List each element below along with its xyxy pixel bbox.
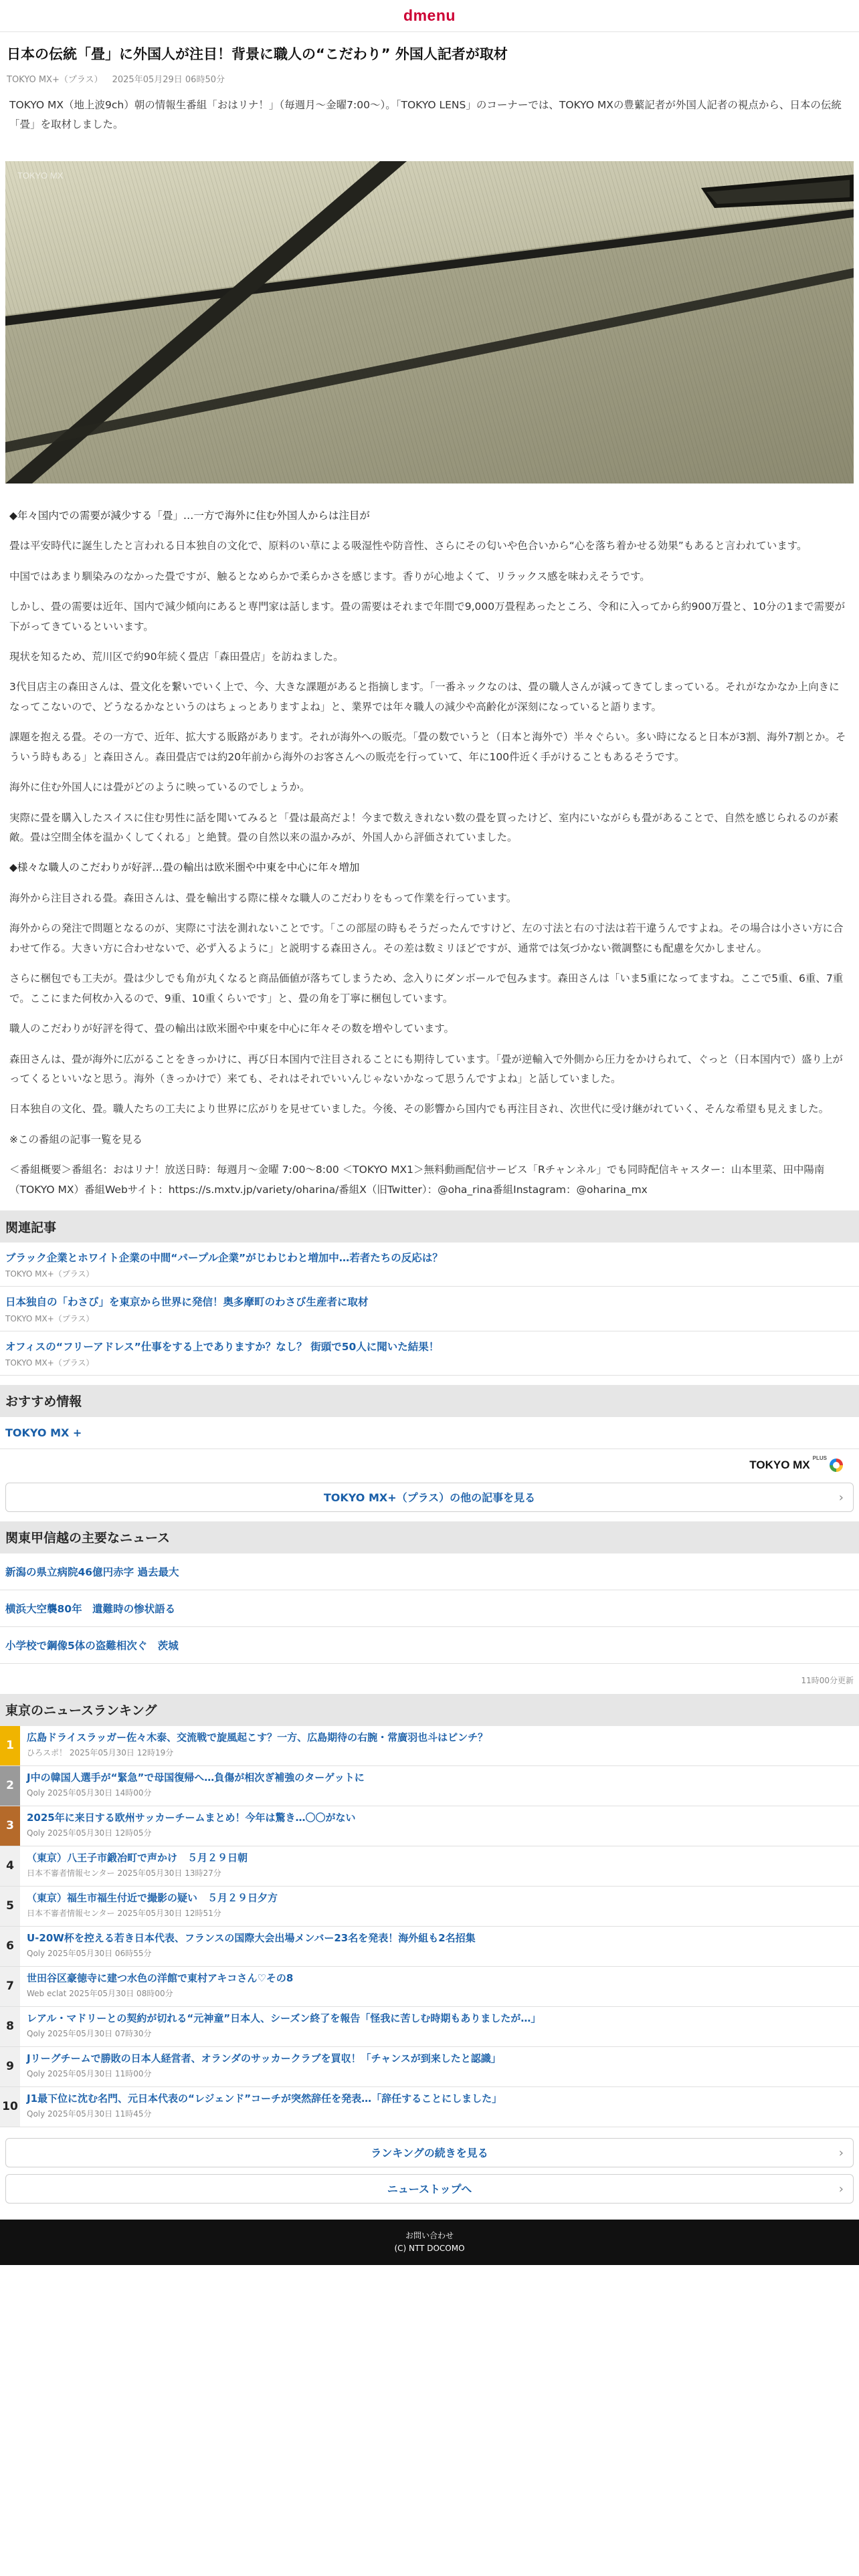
chevron-right-icon: › <box>838 1490 844 1505</box>
contact-link[interactable]: お問い合わせ <box>405 2230 454 2240</box>
article-paragraph: 海外に住む外国人には畳がどのように映っているのでしょうか。 <box>9 781 310 794</box>
tokyo-mx-ring-icon <box>830 1459 843 1472</box>
ranking-item-body <box>20 1726 493 1765</box>
kanto-news-link[interactable]: 新潟の県立病院46億円赤字 過去最大 <box>0 1553 859 1590</box>
ranking-item-title[interactable]: U-20W杯を控える若き日本代表、フランスの国際大会出場メンバー23名を発表！海外組も2名招集 <box>27 1931 476 1944</box>
copyright: (C) NTT DOCOMO <box>394 2243 465 2253</box>
program-list-link[interactable]: ※この番組の記事一覧を見る <box>9 1133 142 1146</box>
article-paragraph: 現状を知るため、荒川区で約90年続く畳店「森田畳店」を訪ねました。 <box>9 650 344 663</box>
related-article <box>0 1331 859 1376</box>
rank-number: 2 <box>0 1766 20 1806</box>
chevron-right-icon: › <box>838 2181 844 2196</box>
ranking-item-meta: Qoly 2025年05月30日 06時55分 <box>27 1948 152 1958</box>
article-paragraph: ＜番組概要＞番組名：おはリナ！放送日時：毎週月〜金曜 7:00〜8:00 ＜TOKYO MX1＞無料動画配信サービス「Rチャンネル」でも同時配信キャスター：山本里菜、田中陽南（TOKYO MX）番組Webサイト：https://s.mxtv.jp/variety/oharina/番組X（旧Twitter）：@oha_rina番組Instagram：@oharina_mx <box>9 1164 825 1196</box>
ranking-item-meta: 日本不審者情報センター 2025年05月30日 12時51分 <box>27 1908 221 1918</box>
tokyo-mx-logo <box>749 1455 843 1472</box>
tokyo-mx-logo-text: TOKYO MX <box>749 1458 810 1471</box>
ranking-item[interactable] <box>0 2007 859 2047</box>
rank-number: 3 <box>0 1806 20 1846</box>
kanto-news-link[interactable]: 小学校で鋼像5体の盗難相次ぐ 茨城 <box>0 1627 859 1664</box>
related-article <box>0 1287 859 1331</box>
article-header <box>0 32 859 134</box>
related-article-source: TOKYO MX+（プラス） <box>5 1269 94 1279</box>
ranking-item-title[interactable]: J1最下位に沈む名門、元日本代表の“レジェンド”コーチが突然辞任を発表…「辞任することにしました」 <box>27 2092 502 2105</box>
rank-number: 10 <box>0 2087 20 2127</box>
ranking-item-body <box>20 1846 253 1886</box>
ranking-item-title[interactable]: （東京）福生市福生付近で撮影の疑い ５月２９日夕方 <box>27 1891 278 1904</box>
rank-number: 6 <box>0 1927 20 1966</box>
ranking-item-meta: Qoly 2025年05月30日 07時30分 <box>27 2028 152 2038</box>
ranking-item[interactable] <box>0 1927 859 1967</box>
ranking-item-title[interactable]: Jリーグチームで勝敗の日本人経営者、オランダのサッカークラブを買収！「チャンスが到来したと認識」 <box>27 2052 501 2064</box>
ranking-item[interactable] <box>0 1726 859 1766</box>
tokyo-mx-logo-plus: PLUS <box>812 1455 827 1462</box>
article-paragraph: 実際に畳を購入したスイスに住む男性に話を聞いてみると「畳は最高だよ！今まで数えきれない数の畳を買ったけど、室内にいながらも畳があることで、自然を感じられるのが素敵。畳は空間全体を温かくしてくれる」と絶賛。畳の自然以来の温かみが、外国人から評価されていました。 <box>9 811 839 844</box>
related-article-link[interactable]: 日本独自の「わさび」を東京から世界に発信！奥多摩町のわさび生産者に取材 <box>5 1296 369 1309</box>
ranking-item-meta: ひろスポ！ 2025年05月30日 12時19分 <box>27 1747 174 1757</box>
more-articles-button[interactable] <box>5 1483 854 1512</box>
ranking-item-body <box>20 1806 361 1846</box>
article-paragraph: しかし、畳の需要は近年、国内で減少傾向にあると専門家は話します。畳の需要はそれまで年間で9,000万畳程あったところ、令和に入ってから約900万畳と、10分の1まで需要が下がってきているといいます。 <box>9 601 846 633</box>
related-list <box>0 1243 859 1376</box>
ranking-item-body <box>20 1927 481 1966</box>
ranking-item-title[interactable]: （東京）八王子市鍛冶町で声かけ ５月２９日朝 <box>27 1851 248 1864</box>
news-top-label: ニューストップへ <box>387 2183 472 2196</box>
article-paragraph: 海外からの発注で問題となるのが、実際に寸法を測れないことです。「この部屋の時もそうだったんですけど、左の寸法と右の寸法は若干違うんですよね。その場合は小さい方に合わせて作る。大きい方に合わせないで、必ず入るように」と説明する森田さん。その差は数ミリほどですが、通常では気づかない微調整にも配慮を欠かしません。 <box>9 922 844 954</box>
article-image <box>5 161 854 484</box>
tatami-photo <box>5 161 854 484</box>
ranking-item-body <box>20 1967 298 2006</box>
related-article <box>0 1243 859 1287</box>
related-article-link[interactable]: ブラック企業とホワイト企業の中間“パープル企業”がじわじわと増加中…若者たちの反応は？ <box>5 1252 443 1265</box>
more-articles-label: TOKYO MX+（プラス）の他の記事を見る <box>323 1491 536 1505</box>
article-meta <box>7 72 852 85</box>
ranking-item-body <box>20 2047 506 2086</box>
article-subheading: ◆様々な職人のこだわりが好評…畳の輸出は欧米圏や中東を中心に年々増加 <box>9 861 360 874</box>
ranking-item-title[interactable]: 広島ドライスラッガー佐々木泰、交流戦で旋風起こす？一方、広島期待の右腕・常廣羽也斗はピンチ？ <box>27 1731 488 1743</box>
ranking-item-title[interactable]: レアル・マドリーとの契約が切れる“元神童”日本人、シーズン終了を報告「怪我に苦しむ時期もありましたが…」 <box>27 2012 541 2024</box>
related-section-title: 関連記事 <box>0 1210 859 1243</box>
ranking-item-meta: Web eclat 2025年05月30日 08時00分 <box>27 1988 173 1998</box>
kanto-news-list <box>0 1553 859 1664</box>
kanto-news-link[interactable]: 横浜大空襲80年 遺難時の惨状語る <box>0 1590 859 1627</box>
dmenu-logo[interactable]: dmenu <box>403 7 456 24</box>
kanto-section-title: 関東甲信越の主要なニュース <box>0 1521 859 1553</box>
ranking-item-title[interactable]: 2025年に来日する欧州サッカーチームまとめ！今年は驚き…〇〇がない <box>27 1811 356 1824</box>
ranking-item[interactable] <box>0 2047 859 2087</box>
rank-number: 7 <box>0 1967 20 2006</box>
ranking-item[interactable] <box>0 1766 859 1806</box>
ranking-item-meta: Qoly 2025年05月30日 11時00分 <box>27 2068 152 2078</box>
recommend-link[interactable]: TOKYO MX + <box>0 1417 859 1449</box>
ranking-item-body <box>20 1766 370 1806</box>
ranking-item-body <box>20 1887 283 1926</box>
rank-number: 9 <box>0 2047 20 2086</box>
ranking-more-button[interactable] <box>5 2138 854 2167</box>
rank-number: 5 <box>0 1887 20 1926</box>
ranking-item-body <box>20 2007 546 2046</box>
article-paragraph: 課題を抱える畳。その一方で、近年、拡大する販路があります。それが海外への販売。「畳の数でいうと（日本と海外で）半々ぐらい。多い時になると日本が3割、海外7割とか。そういう時もある」と森田さん。森田畳店では約20年前から海外のお客さんへの販売を行っていて、年に100件近く手がけることもあるそうです。 <box>9 731 846 763</box>
updated-time: 11時00分更新 <box>801 1675 854 1685</box>
ranking-item-title[interactable]: J中の韓国人選手が“緊急”で母国復帰へ…負傷が相次ぎ補強のターゲットに <box>27 1771 365 1784</box>
article-paragraph: さらに梱包でも工夫が。畳は少しでも角が丸くなると商品価値が落ちてしまうため、念入りにダンボールで包みます。森田さんは「いま5重になってますね。ここで5重、6重、7重で。ここにまた何枚か入るので、9重、10重くらいです」と、畳の角を丁寧に梱包しています。 <box>9 972 844 1004</box>
rank-number: 8 <box>0 2007 20 2046</box>
ranking-item-body <box>20 2087 507 2127</box>
ranking-list <box>0 1726 859 2127</box>
ranking-item[interactable] <box>0 1967 859 2007</box>
ranking-item-meta: Qoly 2025年05月30日 12時05分 <box>27 1828 152 1838</box>
article-lead: TOKYO MX（地上波9ch）朝の情報生番組「おはリナ！」（毎週月〜金曜7:00〜）。「TOKYO LENS」のコーナーでは、TOKYO MXの豊蘩記者が外国人記者の視点から、日本の伝統「畳」を取材しました。 <box>9 99 842 131</box>
site-header <box>0 0 859 32</box>
rank-number: 4 <box>0 1846 20 1886</box>
ranking-item[interactable] <box>0 1846 859 1887</box>
recommend-section-title: おすすめ情報 <box>0 1385 859 1417</box>
news-top-button[interactable] <box>5 2174 854 2204</box>
article-title: 日本の伝統「畳」に外国人が注目！背景に職人の“こだわり” 外国人記者が取材 <box>7 46 508 62</box>
article-body <box>0 484 859 1200</box>
ranking-item-title[interactable]: 世田谷区豪徳寺に建つ水色の洋館で東村アキコさん♡その8 <box>27 1971 294 1984</box>
image-watermark: TOKYO MX <box>17 170 64 181</box>
chevron-right-icon: › <box>838 2145 844 2160</box>
ranking-item[interactable] <box>0 1887 859 1927</box>
tokyo-mx-logo-row <box>0 1449 859 1480</box>
rank-number: 1 <box>0 1726 20 1765</box>
site-footer <box>0 2220 859 2265</box>
article-paragraph: 畳は平安時代に誕生したと言われる日本独自の文化で、原料のい草による吸湿性や防音性、さらにその匂いや色合いから“心を落ち着かせる効果”もあると言われています。 <box>9 540 807 552</box>
article-paragraph: 海外から注目される畳。森田さんは、畳を輸出する際に様々な職人のこだわりをもって作業を行っています。 <box>9 891 517 904</box>
related-article-link[interactable]: オフィスの“フリーアドレス”仕事をする上でありますか？なし？ 街頭で50人に聞いた結果！ <box>5 1340 440 1353</box>
article-paragraph: 日本独自の文化、畳。職人たちの工夫により世界に広がりを見せていました。今後、その影響から国内でも再注目され、次世代に受け継がれていく、そんな希望も見えました。 <box>9 1103 830 1115</box>
ranking-item-meta: 日本不審者情報センター 2025年05月30日 13時27分 <box>27 1868 221 1878</box>
article-datetime: 2025年05月29日 06時50分 <box>112 75 225 86</box>
related-article-source: TOKYO MX+（プラス） <box>5 1358 94 1368</box>
article-source: TOKYO MX+（プラス） <box>7 75 103 86</box>
related-article-source: TOKYO MX+（プラス） <box>5 1313 94 1323</box>
article-paragraph: 中国ではあまり馴染みのなかった畳ですが、触るとなめらかで柔らかさを感じます。香りが心地よくて、リラックス感を味わえそうです。 <box>9 570 650 582</box>
article-paragraph: 森田さんは、畳が海外に広がることをきっかけに、再び日本国内で注目されることにも期待しています。「畳が逆輸入で外側から圧力をかけられて、ぐっと（日本国内で）盛り上がってくるといいなと思う。海外（きっかけで）来ても、それはそれでいいんじゃないかなって思うんですよね」と話していました。 <box>9 1053 843 1085</box>
article-paragraph: 職人のこだわりが好評を得て、畳の輸出は欧米圏や中東を中心に年々その数を増やしています。 <box>9 1023 454 1035</box>
ranking-item-meta: Qoly 2025年05月30日 11時45分 <box>27 2109 152 2119</box>
article-subheading: ◆年々国内での需要が減少する「畳」…一方で海外に住む外国人からは注目が <box>9 509 370 522</box>
ranking-section-title: 東京のニュースランキング <box>0 1694 859 1726</box>
ranking-item[interactable] <box>0 1806 859 1846</box>
ranking-more-label: ランキングの続きを見る <box>371 2147 488 2160</box>
ranking-item[interactable] <box>0 2087 859 2127</box>
article-paragraph: 3代目店主の森田さんは、畳文化を繋いでいく上で、今、大きな課題があると指摘します。「一番ネックなのは、畳の職人さんが減ってきてしまっている。それがなかなか上向きになってこないので、どうなるかなというのはちょっとありますよね」と、業界では年々職人の減少や高齢化が深刻になっていると語ります。 <box>9 681 840 713</box>
ranking-item-meta: Qoly 2025年05月30日 14時00分 <box>27 1788 152 1798</box>
